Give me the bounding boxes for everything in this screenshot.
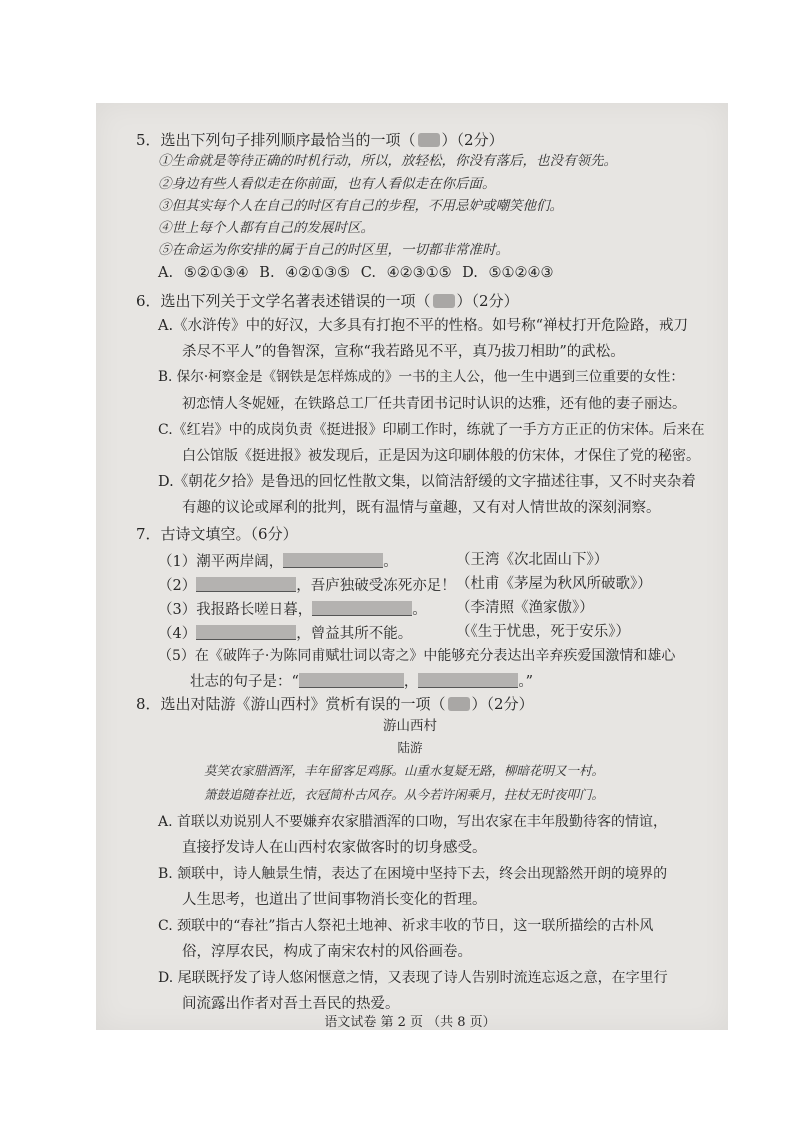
answer-blank: [418, 133, 440, 147]
q8-option-c-line2: 俗，淳厚农民，构成了南宋农村的风俗画卷。: [182, 944, 472, 960]
q5-stem: [136, 133, 504, 148]
poem-author: 陆游: [397, 740, 423, 755]
q7-stem: 7．古诗文填空。（6分）: [136, 525, 298, 543]
q7-line-5-end: 。”: [518, 674, 534, 690]
page-footer: 语文试卷 第 2 页 （共 8 页）: [324, 1015, 496, 1030]
poem-line-1: 莫笑农家腊酒浑，丰年留客足鸡豚。山重水复疑无路，柳暗花明又一村。: [204, 763, 605, 778]
q5-sentence-2: ②身边有些人看似走在你前面，也有人看似走在你后面。: [158, 176, 496, 192]
q8-option-c-line1: C. 颈联中的“春社”指古人祭祀土地神、祈求丰收的节日，这一联所描绘的古朴风: [158, 918, 654, 934]
q6-stem-score: ）（2分）: [456, 292, 519, 310]
q8-option-d-line1: D. 尾联既抒发了诗人悠闲惬意之情，又表现了诗人告别时流连忘返之意，在字里行: [158, 970, 668, 986]
q7-line-1-end: 。: [383, 554, 398, 570]
q8-option-d-line2: 间流露出作者对吾土吾民的热爱。: [182, 996, 400, 1012]
q8-stem-text: 8．选出对陆游《游山西村》赏析有误的一项（: [136, 695, 446, 713]
q8-option-a-line1: A. 首联以劝说别人不要嫌弃农家腊酒浑的口吻，写出农家在丰年殷勤待客的情谊，: [158, 814, 668, 830]
q7-line-3-text: （3）我报路长嗟日暮，: [158, 602, 313, 618]
q8-stem-score: ）（2分）: [471, 695, 534, 713]
q7-line-2-text: ，吾庐独破受冻死亦足！: [296, 578, 456, 594]
q7-line-5-comma: ，: [403, 674, 419, 690]
q5-sentence-4: ④世上每个人都有自己的发展时区。: [158, 220, 374, 236]
fill-blank: [196, 577, 296, 592]
fill-blank: [299, 673, 404, 688]
q5-sentence-1: ①生命就是等待正确的时机行动，所以，放轻松，你没有落后，也没有领先。: [158, 153, 617, 169]
q6-option-c-line2: 白公馆版《挺进报》被发现后，正是因为这印刷体般的仿宋体，才保住了党的秘密。: [182, 448, 700, 464]
q6-stem: [136, 294, 519, 309]
q8-option-b-line1: B. 颔联中，诗人触景生情，表达了在困境中坚持下去，终会出现豁然开朗的境界的: [158, 866, 668, 882]
q8-option-a-line2: 直接抒发诗人在山西村农家做客时的切身感受。: [182, 840, 487, 856]
q7-line-4-text: ，曾益其所不能。: [296, 626, 413, 642]
q7-line-5: （5）在《破阵子·为陈同甫赋壮词以寄之》中能够充分表达出辛弃疾爱国激情和雄心: [158, 648, 676, 664]
q5-options: A. ⑤②①③④ B. ④②①③⑤ C. ④②③①⑤ D. ⑤①②④③: [158, 265, 554, 281]
q8-stem: [136, 697, 534, 712]
q7-line-2-prefix: （2）: [158, 578, 197, 594]
q7-line-2-source: （杜甫《茅屋为秋风所破歌》）: [456, 576, 652, 592]
q5-stem-score: ）（2分）: [441, 131, 504, 149]
q8-option-b-line2: 人生思考，也道出了世间事物消长变化的哲理。: [182, 892, 487, 908]
q7-line-4-source: （《生于忧患，死于安乐》）: [456, 624, 630, 640]
q7-line-4-prefix: （4）: [158, 626, 197, 642]
q5-stem-text: 5．选出下列句子排列顺序最恰当的一项（: [136, 131, 416, 149]
q6-option-d-line2: 有趣的议论或犀利的批判，既有温情与童趣，又有对人情世故的深刻洞察。: [182, 500, 661, 516]
q6-option-a-line1: A.《水浒传》中的好汉，大多具有打抱不平的性格。如号称“禅杖打开危险路，戒刀: [158, 318, 688, 334]
fill-blank: [283, 553, 383, 568]
q5-sentence-5: ⑤在命运为你安排的属于自己的时区里，一切都非常准时。: [158, 242, 509, 258]
q7-line-5-prefix: 壮志的句子是：“: [190, 674, 299, 690]
q5-sentence-3: ③但其实每个人在自己的时区有自己的步程，不用忌妒或嘲笑他们。: [158, 198, 563, 214]
q7-line-3-end: 。: [412, 602, 427, 618]
q6-option-a-line2: 杀尽不平人”的鲁智深，宣称“我若路见不平，真乃拔刀相助”的武松。: [182, 344, 625, 360]
q6-option-b-line2: 初恋情人冬妮娅，在铁路总工厂任共青团书记时认识的达雅，还有他的妻子丽达。: [182, 396, 686, 412]
answer-blank: [448, 697, 470, 711]
fill-blank: [312, 601, 412, 616]
fill-blank: [196, 625, 296, 640]
fill-blank: [418, 673, 518, 688]
q7-line-1-source: （王湾《次北固山下》）: [456, 552, 609, 568]
q6-stem-text: 6．选出下列关于文学名著表述错误的一项（: [136, 292, 431, 310]
q7-line-3: [158, 601, 427, 618]
q6-option-c-line1: C.《红岩》中的成岗负责《挺进报》印刷工作时，练就了一手方方正正的仿宋体。后来在: [158, 422, 705, 438]
poem-title: 游山西村: [383, 718, 437, 734]
q7-line-2: [158, 577, 456, 594]
q6-option-d-line1: D.《朝花夕拾》是鲁迅的回忆性散文集，以简洁舒缓的文字描述往事，又不时夹杂着: [158, 474, 696, 490]
q7-line-1: [158, 553, 398, 570]
answer-blank: [433, 294, 455, 308]
q7-line-3-source: （李清照《渔家傲》）: [456, 600, 594, 616]
q6-option-b-line1: B. 保尔·柯察金是《钢铁是怎样炼成的》一书的主人公，他一生中遇到三位重要的女性：: [158, 369, 684, 385]
q7-line-1-text: （1）潮平两岸阔，: [158, 554, 284, 570]
q7-line-4: [158, 625, 412, 642]
q7-line-5-answer: [190, 673, 533, 690]
poem-line-2: 箫鼓追随春社近，衣冠简朴古风存。从今若许闲乘月，拄杖无时夜叩门。: [204, 787, 605, 802]
